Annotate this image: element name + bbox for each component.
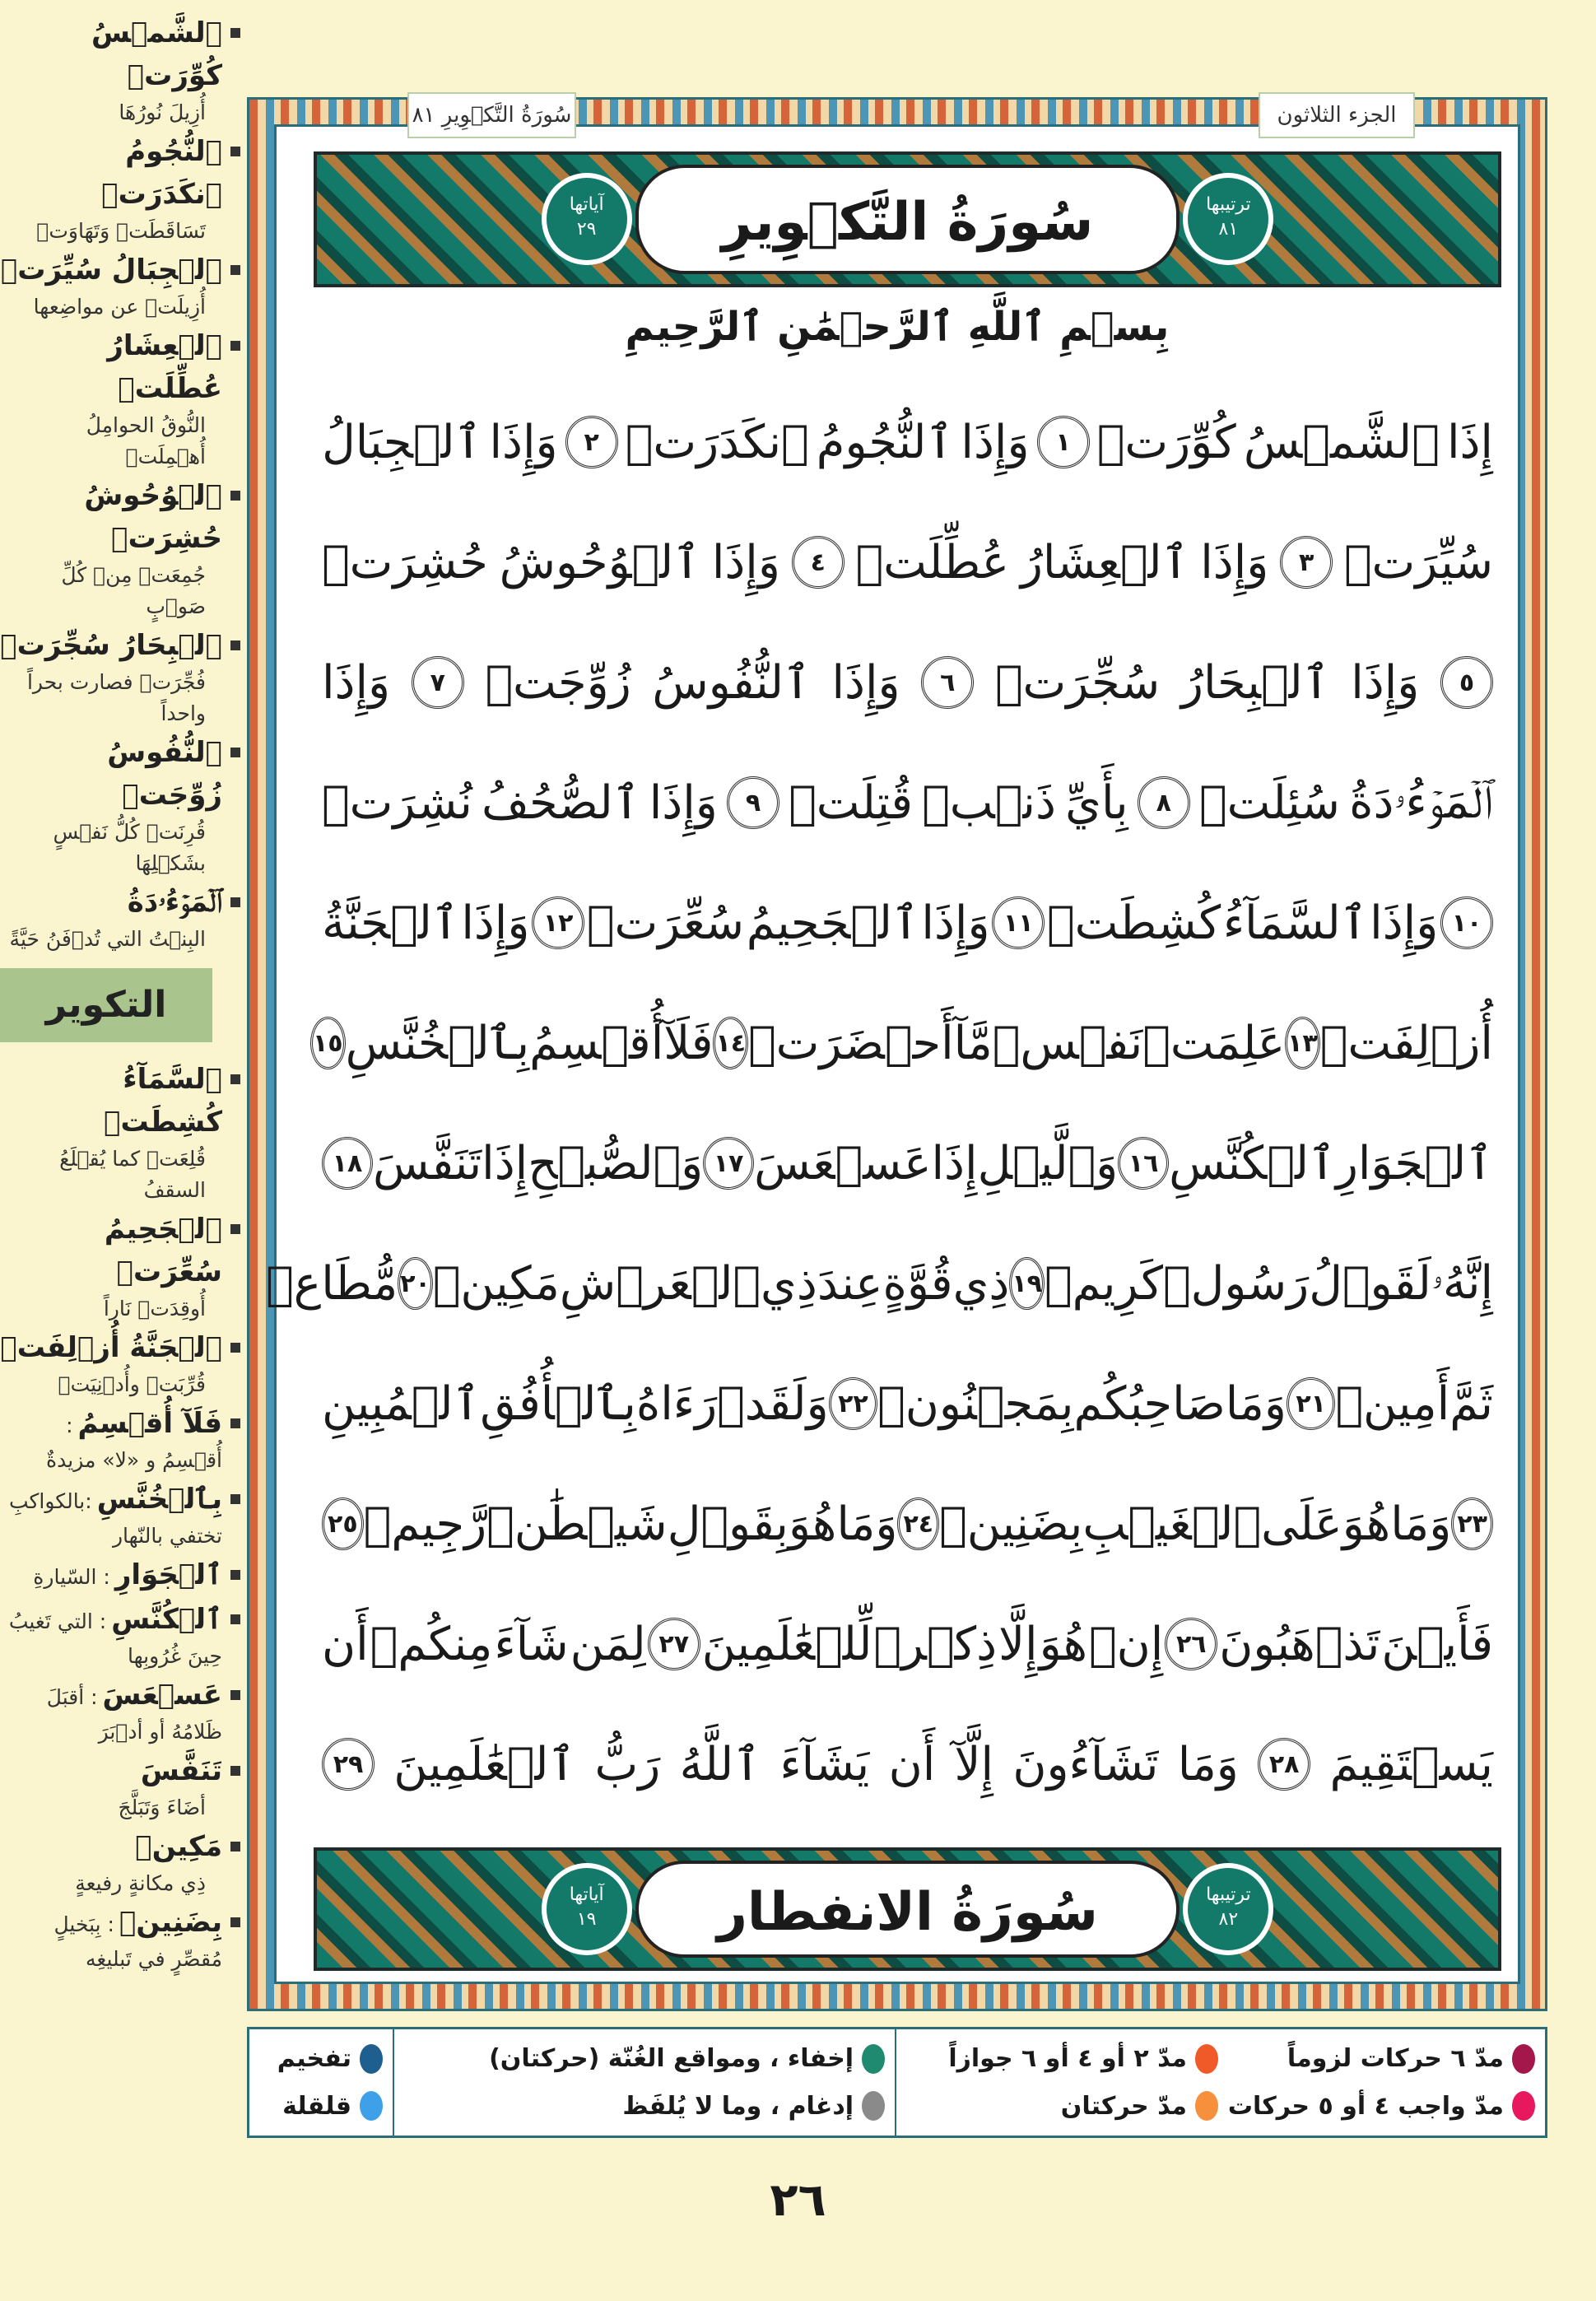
glossary-term: ٱلۡكُنَّسِ — [111, 1603, 222, 1636]
verse-marker: ٩ — [727, 776, 779, 829]
glossary-meaning: تَسَاقَطَتۡ وَتَهَاوَتۡ — [36, 219, 206, 243]
verse-marker: ١٥ — [310, 1017, 346, 1069]
word: وَإِذَا — [461, 896, 530, 950]
glossary-entry — [0, 12, 240, 128]
next-surah-band — [314, 1847, 1501, 1971]
word: أُقۡسِمُ — [529, 1016, 664, 1070]
word: تَذۡهَبُونَ — [1219, 1617, 1380, 1671]
verse-marker: ١٤ — [713, 1017, 748, 1069]
verse-marker: ١٦ — [1118, 1137, 1169, 1190]
glossary-meaning: قُلِعَتۡ كما يُقۡلَعُ السقفُ — [59, 1147, 206, 1202]
glossary-meaning: : أُقۡسِمُ و «لا» مزيدةٌ — [46, 1414, 222, 1472]
verse-marker: ١٢ — [532, 897, 584, 949]
verse-marker: ٢٤ — [897, 1498, 939, 1550]
word: ٱلۡجِبَالُ — [322, 415, 482, 469]
word: وَمَا — [1225, 1376, 1287, 1431]
glossary-meaning: أضَاءَ وَتَبَلَّجَ — [118, 1796, 206, 1819]
juz-header-tab: الجزء الثلاثون — [1259, 92, 1415, 138]
surah-header-tab: سُورَةُ التَّكۡوِيرِ ٨١ — [407, 92, 576, 138]
text-line — [322, 622, 1493, 743]
word: عِندَ — [817, 1256, 883, 1311]
legend-item — [906, 2085, 1218, 2128]
verse-marker: ١٨ — [322, 1137, 373, 1190]
glossary-entry — [0, 1058, 240, 1206]
glossary-entry — [0, 881, 240, 955]
word: إِنۡ — [1089, 1617, 1164, 1671]
word: إِلَّآ — [954, 1737, 994, 1791]
glossary-entry — [0, 1598, 240, 1672]
page-frame — [247, 97, 1547, 2011]
glossary-term: ٱلۡجِبَالُ سُيِّرَتۡ — [0, 254, 222, 286]
legend-item — [259, 2085, 383, 2128]
page-number: ٢٦ — [770, 2173, 826, 2227]
verse-marker: ٤ — [792, 536, 845, 589]
word: بِأَيِّ — [1065, 776, 1128, 830]
legend-label: إدغام ، وما لا يُلفَظ — [622, 2091, 854, 2121]
glossary-meaning: البِنۡتُ التي تُدۡفَنُ حَيَّةً — [9, 927, 206, 951]
glossary-meaning: أُزِيلَ نُورُهَا — [119, 100, 206, 124]
verse-marker: ١٩ — [1009, 1257, 1045, 1310]
word: نُشِرَتۡ — [322, 776, 472, 830]
glossary-term: ٱلنُّفُوسُ زُوِّجَتۡ — [107, 736, 222, 812]
ayat-count: ٢٩ — [576, 219, 597, 240]
legend-label: مدّ ٦ حركات لزوماً — [1287, 2044, 1504, 2074]
text-line — [322, 382, 1493, 502]
glossary-term: ٱلۡبِحَارُ سُجِّرَتۡ — [0, 629, 222, 662]
word: ٱلۡجَوَارِ — [1335, 1136, 1493, 1190]
word: هُوَ — [1342, 1497, 1391, 1551]
word: عَلَى — [1261, 1497, 1342, 1551]
glossary-entry — [0, 1553, 240, 1596]
verse-marker: ٧ — [412, 656, 464, 709]
glossary-entry — [0, 1208, 240, 1325]
word: هُوَ — [1039, 1617, 1088, 1671]
glossary-entry — [0, 1478, 240, 1552]
glossary-term: ٱلشَّمۡسُ كُوِّرَتۡ — [91, 16, 222, 92]
next-surah-title: سُورَةُ الانفطار — [635, 1861, 1179, 1958]
word: ثَمَّ — [1449, 1376, 1493, 1431]
legend-other — [249, 2029, 393, 2136]
text-line — [322, 502, 1493, 622]
legend-color-dot-icon — [1195, 2044, 1218, 2074]
word: ذِي — [952, 1256, 1010, 1311]
word: زُوِّجَتۡ — [485, 655, 631, 710]
glossary-term: ٱلۡجَوَارِ — [114, 1558, 222, 1591]
verse-marker: ٢٦ — [1165, 1618, 1217, 1670]
word: مَّآ — [953, 1016, 993, 1070]
word: بِقَوۡلِ — [667, 1497, 789, 1551]
word: تَشَآءُونَ — [1012, 1737, 1159, 1791]
legend-item — [1223, 2038, 1535, 2080]
glossary-entry — [0, 130, 240, 247]
glossary-entry — [0, 249, 240, 323]
glossary-term: مَكِينٖ — [135, 1830, 222, 1863]
word: وَإِذَا — [921, 896, 990, 950]
ayat-count: ١٩ — [576, 1909, 597, 1930]
word: ذِكۡرٞ — [873, 1617, 998, 1671]
word: سُئِلَتۡ — [1198, 776, 1340, 830]
glossary-meaning: فُجِّرَتۡ فصارت بحراً واحداً — [26, 670, 206, 725]
glossary-meaning: قُرِنَتۡ كُلُّ نَفۡسٍ بشَكۡلِهَا — [53, 820, 206, 875]
glossary-entry — [0, 1825, 240, 1899]
word: ٱلۡوُحُوشُ — [499, 535, 700, 589]
glossary-meaning: :بالكواكبِ تختفي بالنّهار — [8, 1489, 222, 1548]
word: رَبُّ — [594, 1737, 661, 1791]
verse-marker: ٨ — [1138, 776, 1190, 829]
text-line — [266, 1223, 1493, 1344]
glossary-term: عَسۡعَسَ — [102, 1679, 222, 1712]
word: لَقَوۡلُ — [1309, 1256, 1431, 1311]
glossary-entry — [0, 1901, 240, 1975]
order-number: ٨٢ — [1218, 1909, 1239, 1930]
word: ٱلۡعَرۡشِ — [559, 1256, 761, 1311]
glossary-term: تَنَفَّسَ — [140, 1754, 222, 1787]
glossary-entry — [0, 731, 240, 879]
glossary-surah-label: التكوير — [0, 968, 212, 1042]
verse-marker: ٢٧ — [648, 1618, 700, 1670]
verse-marker: ١١ — [992, 897, 1045, 949]
glossary-entry — [0, 624, 240, 729]
word: مُّطَاعٖ — [266, 1256, 398, 1311]
word: ٱلۡعَٰلَمِينَ — [393, 1737, 576, 1791]
glossary-meaning: : السّيارةِ — [33, 1565, 110, 1589]
ayat-label: آياتها — [569, 1884, 604, 1905]
surah-header-band — [314, 151, 1501, 287]
word: عُطِّلَتۡ — [855, 535, 1010, 589]
quran-text — [266, 382, 1493, 1824]
next-ayat-count-medallion — [542, 1863, 632, 1955]
glossary-meaning: النُّوقُ الحوامِلُ أُهۡمِلَتۡ — [86, 413, 206, 468]
word: نَفۡسٞ — [992, 1016, 1143, 1070]
word: وَإِذَا — [489, 415, 558, 469]
word: ذَنۢبٖ — [922, 776, 1056, 830]
glossary-meaning: أُوقِدَتۡ نَاراً — [103, 1297, 206, 1321]
word: مَكِينٖ — [432, 1256, 560, 1311]
legend-label: مدّ واجب ٤ أو ٥ حركات — [1227, 2091, 1504, 2121]
glossary-group-2 — [0, 1058, 240, 1977]
word: ذِي — [761, 1256, 817, 1311]
word: ٱلۡغَيۡبِ — [1082, 1497, 1262, 1551]
word: كَرِيمٖ — [1044, 1256, 1164, 1311]
text-line — [322, 743, 1493, 863]
verse-marker: ٣ — [1280, 536, 1333, 589]
ayat-label: آياتها — [569, 194, 604, 215]
word: وَإِذَا — [1370, 896, 1439, 950]
word: رَسُولٖ — [1163, 1256, 1310, 1311]
glossary-term: ٱلۡجَحِيمُ سُعِّرَتۡ — [104, 1213, 222, 1288]
glossary-meaning: : بِبَخيلٍ مُقصِّرٍ في تَبليغِه — [54, 1912, 222, 1971]
legend-label: مدّ ٢ أو ٤ أو ٦ جوازاً — [948, 2044, 1187, 2074]
glossary-entry — [0, 1326, 240, 1400]
glossary-entry — [0, 324, 240, 473]
word: عَسۡعَسَ — [754, 1136, 932, 1190]
legend-madd — [895, 2029, 1545, 2136]
word: هُوَ — [788, 1497, 837, 1551]
basmala: بِسۡمِ ٱللَّهِ ٱلرَّحۡمَٰنِ ٱلرَّحِيمِ — [625, 304, 1170, 350]
word: مِنكُمۡ — [370, 1617, 493, 1671]
word: إِذَا — [931, 1136, 978, 1190]
word: وَٱلصُّبۡحِ — [528, 1136, 704, 1190]
word: إِذَا — [1446, 415, 1493, 469]
surah-title: سُورَةُ التَّكۡوِيرِ — [635, 165, 1179, 274]
word: ٱلۡجَنَّةُ — [322, 896, 459, 950]
legend-color-dot-icon — [360, 2091, 383, 2121]
word: ٱنكَدَرَتۡ — [625, 415, 809, 469]
legend-color-dot-icon — [862, 2091, 885, 2121]
order-label: ترتيبها — [1206, 1884, 1251, 1905]
word: وَإِذَا — [831, 655, 900, 710]
verse-marker: ٦ — [921, 656, 974, 709]
glossary-term: ٱلۡوُحُوشُ حُشِرَتۡ — [84, 479, 222, 555]
word: ٱلصُّحُفُ — [481, 776, 640, 830]
glossary-term: ٱلنُّجُومُ ٱنكَدَرَتۡ — [101, 135, 222, 211]
word: وَإِذَا — [711, 535, 780, 589]
glossary-term: ٱلۡجَنَّةُ أُزۡلِفَتۡ — [0, 1331, 222, 1364]
word: إِلَّا — [998, 1617, 1038, 1671]
legend-item — [906, 2038, 1218, 2080]
word: ٱلسَّمَآءُ — [1222, 896, 1368, 950]
word: شَيۡطَٰنٖ — [486, 1497, 668, 1551]
glossary-meaning: ذِي مكانةٍ رفيعةٍ — [75, 1871, 206, 1895]
verse-marker: ٢ — [565, 416, 618, 468]
glossary-entry — [0, 1402, 240, 1476]
word: وَٱلَّيۡلِ — [977, 1136, 1119, 1190]
verse-marker: ٢٨ — [1258, 1738, 1310, 1791]
glossary-term: ٱلسَّمَآءُ كُشِطَتۡ — [104, 1063, 222, 1139]
legend-item — [404, 2085, 885, 2128]
verse-marker: ١٧ — [703, 1137, 754, 1190]
word: ٱلۡمَوۡءُۥدَةُ — [1349, 776, 1493, 829]
word: بِٱلۡأُفُقِ — [480, 1376, 636, 1431]
glossary-meaning: قُرِّبَتۡ وأُدۡنِيَتۡ — [58, 1372, 206, 1396]
word: وَإِذَا — [649, 776, 718, 830]
word: وَإِذَا — [1351, 655, 1420, 710]
word: وَلَقَدۡ — [717, 1376, 829, 1431]
word: وَمَا — [836, 1497, 898, 1551]
legend-label: إخفاء ، ومواقع الغُنّة (حركتان) — [489, 2044, 854, 2074]
surah-order-medallion — [1183, 173, 1273, 265]
word: ٱلۡبِحَارُ — [1180, 655, 1330, 710]
word: يَشَآءَ — [779, 1737, 870, 1791]
word: بِمَجۡنُونٖ — [877, 1376, 1074, 1431]
glossary-meaning: : التي تَغيبُ حِينَ غُرُوبِها — [8, 1609, 222, 1668]
glossary-term: ٱلۡمَوۡءُۥدَةُ — [127, 886, 222, 919]
word: سُجِّرَتۡ — [994, 655, 1161, 710]
word: كُشِطَتۡ — [1046, 896, 1221, 950]
text-line — [322, 1103, 1493, 1223]
glossary-term: فَلَآ أُقۡسِمُ — [77, 1407, 222, 1440]
word: ٱلۡجَحِيمُ — [746, 896, 919, 950]
word: وَإِذَا — [1200, 535, 1269, 589]
word: شَآءَ — [494, 1617, 569, 1671]
text-line — [322, 863, 1493, 983]
legend-color-dot-icon — [360, 2044, 383, 2074]
verse-marker: ١٠ — [1440, 897, 1493, 949]
word: ٱلنُّفُوسُ — [652, 655, 811, 710]
word: كُوِّرَتۡ — [1096, 415, 1236, 469]
legend-color-dot-icon — [1512, 2091, 1535, 2121]
word: وَإِذَا — [322, 655, 391, 710]
verse-marker: ١ — [1037, 416, 1090, 468]
legend-label: تفخيم — [277, 2044, 351, 2074]
glossary-meaning: أُزِيلَتۡ عن مواضِعها — [33, 295, 206, 319]
word: بِٱلۡخُنَّسِ — [345, 1016, 530, 1070]
word: ٱلۡعِشَارُ — [1020, 535, 1189, 589]
word: وَمَا — [1177, 1737, 1239, 1791]
glossary-meaning: جُمِعَتۡ مِنۡ كُلِّ صَوۡبٍ — [61, 563, 206, 618]
word: فَلَآ — [663, 1016, 714, 1070]
word: أَن — [322, 1617, 369, 1671]
word: صَاحِبُكُم — [1073, 1376, 1226, 1431]
word: فَأَيۡنَ — [1381, 1617, 1493, 1671]
legend-color-dot-icon — [1512, 2044, 1535, 2074]
word: لِّلۡعَٰلَمِينَ — [701, 1617, 872, 1671]
verse-marker: ٢١ — [1287, 1377, 1336, 1430]
word: سُيِّرَتۡ — [1343, 535, 1493, 589]
verse-marker: ٢٩ — [322, 1738, 375, 1791]
glossary-entry — [0, 1674, 240, 1748]
word: رَّجِيمٖ — [363, 1497, 487, 1551]
word: سُعِّرَتۡ — [586, 896, 745, 950]
word: أَحۡضَرَتۡ — [748, 1016, 954, 1070]
glossary-entry — [0, 474, 240, 622]
text-line — [322, 1704, 1493, 1824]
glossary-term: ٱلۡعِشَارُ عُطِّلَتۡ — [107, 329, 222, 405]
glossary-term: بِٱلۡخُنَّسِ — [96, 1483, 222, 1516]
legend-item — [1223, 2085, 1535, 2128]
word: قُتِلَتۡ — [789, 776, 914, 830]
word: أَمِينٖ — [1335, 1376, 1450, 1431]
word: ٱلنُّجُومُ — [816, 415, 954, 469]
word: ٱلشَّمۡسُ — [1243, 415, 1440, 469]
text-line — [322, 1584, 1493, 1704]
word: قُوَّةٍ — [882, 1256, 953, 1311]
text-line — [322, 1464, 1493, 1584]
order-label: ترتيبها — [1206, 194, 1251, 215]
word: تَنَفَّسَ — [372, 1136, 482, 1190]
word: ٱلۡمُبِينِ — [322, 1376, 481, 1431]
word: ٱلۡكُنَّسِ — [1169, 1136, 1336, 1190]
legend-item — [259, 2038, 383, 2080]
verse-marker: ٥ — [1440, 656, 1493, 709]
legend-color-dot-icon — [862, 2044, 885, 2074]
word: وَمَا — [1390, 1497, 1452, 1551]
word: أَن — [888, 1737, 936, 1791]
legend-label: قلقلة — [282, 2091, 351, 2121]
word: إِنَّهُۥ — [1431, 1256, 1493, 1310]
word: وَإِذَا — [961, 415, 1030, 469]
legend-item — [404, 2038, 885, 2080]
order-number: ٨١ — [1218, 219, 1239, 240]
glossary-term: بِضَنِينٖ — [119, 1906, 222, 1939]
word: يَسۡتَقِيمَ — [1329, 1737, 1493, 1791]
word: لِمَن — [570, 1617, 646, 1671]
next-surah-order-medallion — [1183, 1863, 1273, 1955]
word: إِذَا — [482, 1136, 528, 1190]
word: بِضَنِينٖ — [939, 1497, 1083, 1551]
word: أُزۡلِفَتۡ — [1319, 1016, 1493, 1070]
tajweed-legend — [247, 2027, 1547, 2138]
verse-marker: ٢٣ — [1451, 1498, 1493, 1550]
text-line — [312, 983, 1493, 1103]
text-area — [266, 124, 1520, 1984]
verse-marker: ٢٥ — [322, 1498, 364, 1550]
glossary-entry — [0, 1749, 240, 1824]
word: حُشِرَتۡ — [322, 535, 488, 589]
glossary-group-1 — [0, 12, 240, 957]
legend-color-dot-icon — [1195, 2091, 1218, 2121]
legend-label: مدّ حركتان — [1060, 2091, 1187, 2121]
ayat-count-medallion — [542, 173, 632, 265]
word: رَءَاهُ — [635, 1376, 718, 1431]
legend-ghunna — [393, 2029, 895, 2136]
word: عَلِمَتۡ — [1142, 1016, 1286, 1070]
verse-marker: ٢٠ — [398, 1257, 433, 1310]
text-line — [322, 1344, 1493, 1464]
glossary-meaning: : أقبَلَ ظَلامُهُ أو أدۡبَرَ — [46, 1685, 222, 1744]
word: ٱللَّهُ — [679, 1737, 761, 1791]
verse-marker: ١٣ — [1285, 1017, 1320, 1069]
verse-marker: ٢٢ — [829, 1377, 878, 1430]
